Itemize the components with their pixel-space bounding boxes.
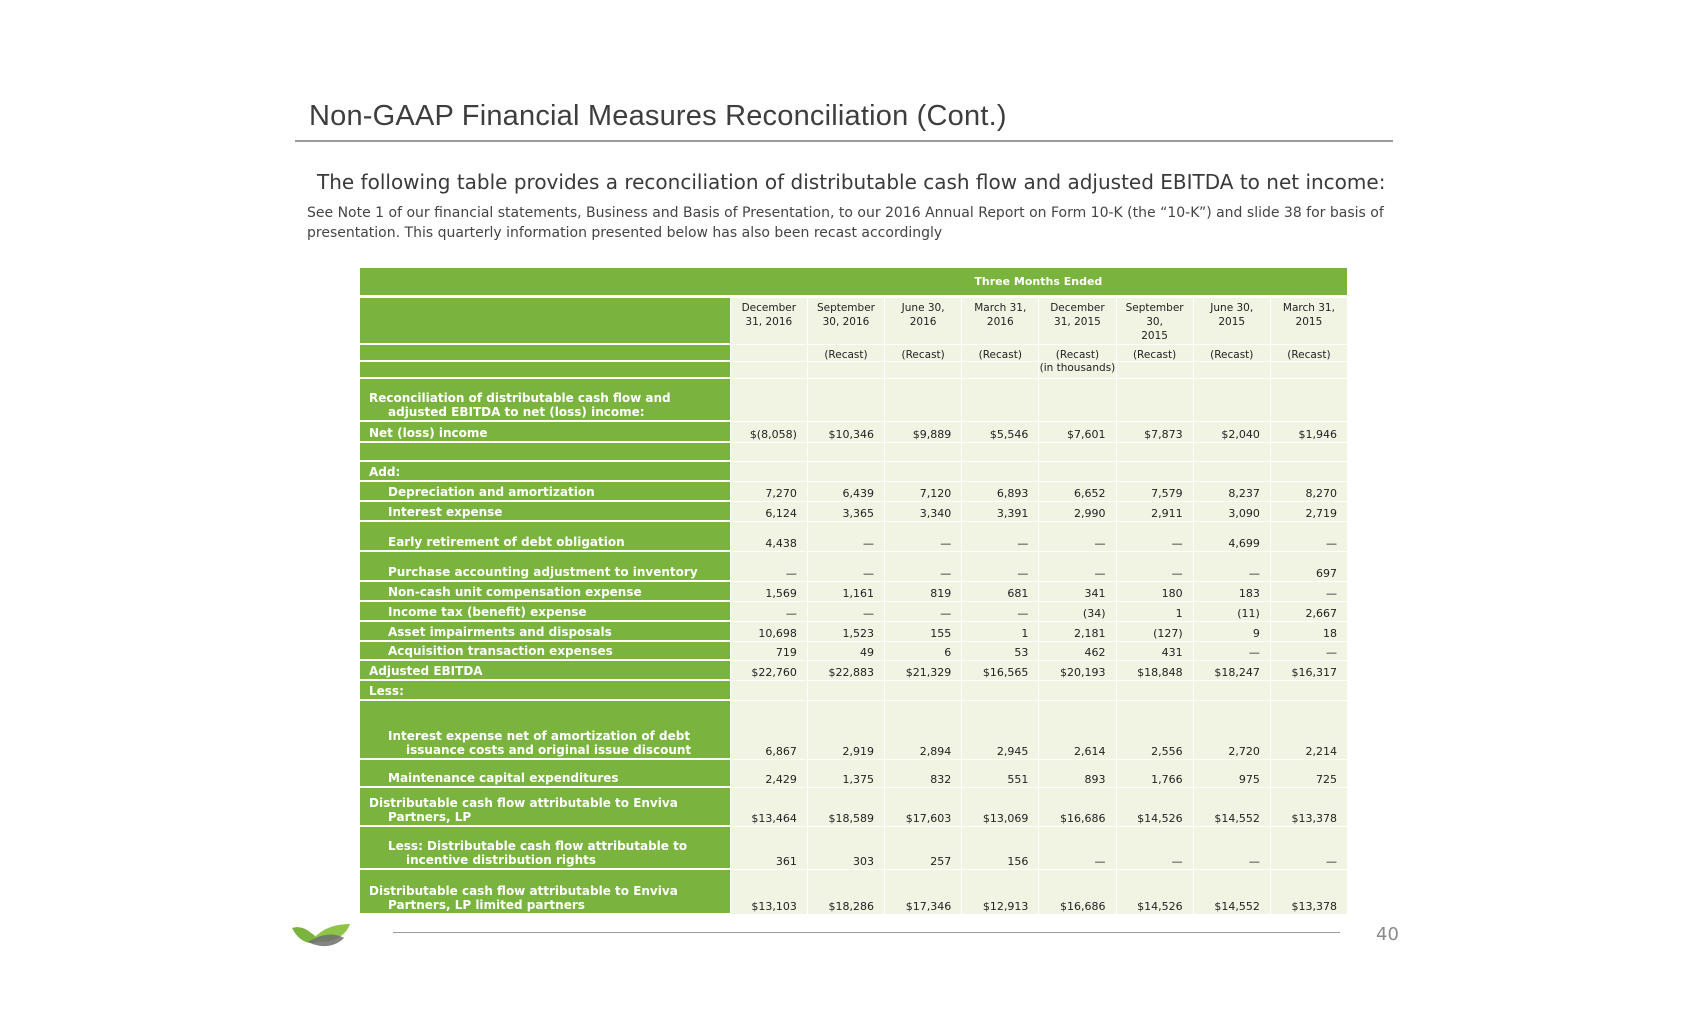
recast-row [360, 345, 1347, 362]
column-header-line2: 31, 2015 [1054, 316, 1101, 328]
column-header [961, 298, 1038, 345]
value-cell [807, 379, 884, 422]
value-cell [1116, 462, 1193, 482]
value-cell: — [1038, 827, 1115, 870]
value-cell [1270, 462, 1347, 482]
value-cell: 975 [1193, 760, 1270, 788]
column-header-line1: September [816, 302, 875, 314]
table-row [360, 661, 1347, 681]
value-cell: — [1116, 827, 1193, 870]
unit-cell [1270, 362, 1347, 379]
value-cell: 1,569 [730, 582, 807, 602]
table-row [360, 602, 1347, 622]
table-row [360, 788, 1347, 827]
value-cell: 6,893 [961, 482, 1038, 502]
value-cell: 8,270 [1270, 482, 1347, 502]
value-cell [884, 462, 961, 482]
value-cell: — [884, 602, 961, 622]
row-label [360, 827, 730, 870]
value-cell: 2,990 [1038, 502, 1115, 522]
value-cell: 257 [884, 827, 961, 870]
value-cell [1270, 443, 1347, 462]
table-row [360, 422, 1347, 443]
value-cell [730, 443, 807, 462]
unit-cell [1193, 362, 1270, 379]
row-label [360, 462, 730, 482]
row-label-line2: Partners, LP [388, 810, 472, 824]
value-cell: 2,214 [1270, 701, 1347, 760]
table-row [360, 701, 1347, 760]
row-label [360, 482, 730, 502]
table-row [360, 552, 1347, 582]
column-header [807, 298, 884, 345]
column-header [884, 298, 961, 345]
value-cell [807, 462, 884, 482]
value-cell [961, 681, 1038, 701]
table-row [360, 870, 1347, 915]
value-cell: 6,124 [730, 502, 807, 522]
value-cell: $10,346 [807, 422, 884, 443]
table-intro: The following table provides a reconciliation of distributable cash flow and adjusted EBITDA to net income: [317, 170, 1386, 194]
row-label [360, 422, 730, 443]
column-header-line1: September 30, [1125, 302, 1184, 328]
column-header-line2: 2015 [1218, 316, 1246, 328]
value-cell: 893 [1038, 760, 1115, 788]
value-cell: $16,686 [1038, 788, 1115, 827]
value-cell: 7,120 [884, 482, 961, 502]
row-label-line1: Net (loss) income [369, 426, 488, 440]
footer-divider [393, 932, 1340, 933]
value-cell: 2,429 [730, 760, 807, 788]
row-label-line1: Distributable cash flow attributable to Enviva [369, 884, 678, 898]
value-cell: — [961, 552, 1038, 582]
table-row [360, 827, 1347, 870]
value-cell: — [1270, 642, 1347, 661]
enviva-leaf-logo-icon [290, 918, 352, 952]
value-cell: $18,848 [1116, 661, 1193, 681]
value-cell: $16,686 [1038, 870, 1115, 915]
column-header [1193, 298, 1270, 345]
row-label-line2: incentive distribution rights [406, 853, 597, 867]
table-row [360, 443, 1347, 462]
value-cell [1193, 379, 1270, 422]
value-cell: 1 [961, 622, 1038, 642]
table-row [360, 522, 1347, 552]
row-label-line1: Non-cash unit compensation expense [388, 585, 642, 599]
value-cell: — [730, 552, 807, 582]
row-label-line1: Depreciation and amortization [388, 485, 595, 499]
value-cell: — [807, 552, 884, 582]
table-row [360, 642, 1347, 661]
value-cell: 183 [1193, 582, 1270, 602]
row-label [360, 443, 730, 462]
column-header-line1: December [1050, 302, 1105, 314]
value-cell: $13,103 [730, 870, 807, 915]
value-cell: 7,579 [1116, 482, 1193, 502]
value-cell: $14,552 [1193, 788, 1270, 827]
value-cell: — [884, 552, 961, 582]
table-row [360, 379, 1347, 422]
column-header [1270, 298, 1347, 345]
value-cell: $18,589 [807, 788, 884, 827]
column-header-line2: 2015 [1141, 330, 1168, 342]
value-cell [730, 681, 807, 701]
value-cell: 303 [807, 827, 884, 870]
value-cell: $13,464 [730, 788, 807, 827]
value-cell: 697 [1270, 552, 1347, 582]
table-row [360, 462, 1347, 482]
value-cell: $7,601 [1038, 422, 1115, 443]
value-cell: 49 [807, 642, 884, 661]
column-header [730, 298, 807, 345]
recast-tag: (Recast) [1116, 345, 1193, 362]
value-cell: 2,894 [884, 701, 961, 760]
value-cell: $22,883 [807, 661, 884, 681]
value-cell: $5,546 [961, 422, 1038, 443]
value-cell: 719 [730, 642, 807, 661]
value-cell: 819 [884, 582, 961, 602]
row-label [360, 701, 730, 760]
row-label [360, 788, 730, 827]
value-cell: 2,919 [807, 701, 884, 760]
value-cell [1038, 379, 1115, 422]
column-header-line2: 30, 2016 [822, 316, 870, 328]
value-cell: — [961, 522, 1038, 552]
title-divider [295, 140, 1393, 142]
row-label-line1: Interest expense net of amortization of debt [388, 729, 691, 743]
value-cell: 8,237 [1193, 482, 1270, 502]
value-cell: — [1038, 552, 1115, 582]
value-cell [884, 379, 961, 422]
value-cell: 3,365 [807, 502, 884, 522]
column-header-line1: June 30, [901, 302, 945, 314]
value-cell: 6,867 [730, 701, 807, 760]
table-row [360, 622, 1347, 642]
value-cell: 1,523 [807, 622, 884, 642]
recast-label-blank [360, 345, 730, 362]
recast-tag: (Recast) [1270, 345, 1347, 362]
value-cell: $13,069 [961, 788, 1038, 827]
value-cell: $21,329 [884, 661, 961, 681]
page-title: Non-GAAP Financial Measures Reconciliation (Cont.) [309, 100, 1007, 132]
value-cell: — [807, 522, 884, 552]
value-cell [807, 681, 884, 701]
table-row [360, 760, 1347, 788]
value-cell [1038, 462, 1115, 482]
value-cell: 2,614 [1038, 701, 1115, 760]
value-cell: (34) [1038, 602, 1115, 622]
row-label-line2: Partners, LP limited partners [388, 898, 585, 912]
recast-tag: (Recast) [884, 345, 961, 362]
reconciliation-table [360, 268, 1347, 915]
value-cell [1116, 681, 1193, 701]
value-cell: 6 [884, 642, 961, 661]
value-cell: $14,526 [1116, 870, 1193, 915]
header-blank [360, 268, 730, 298]
column-header-line1: March 31, [1282, 302, 1335, 314]
value-cell [1193, 681, 1270, 701]
value-cell: 551 [961, 760, 1038, 788]
value-cell: 9 [1193, 622, 1270, 642]
unit-cell [807, 362, 884, 379]
value-cell: $17,603 [884, 788, 961, 827]
value-cell: 3,391 [961, 502, 1038, 522]
value-cell [1116, 443, 1193, 462]
row-label-line1: Less: [369, 684, 404, 698]
value-cell: 6,652 [1038, 482, 1115, 502]
value-cell: 10,698 [730, 622, 807, 642]
table-row [360, 502, 1347, 522]
unit-cell: (in thousands) [1038, 362, 1115, 379]
group-header: Three Months Ended [730, 268, 1347, 298]
value-cell: 341 [1038, 582, 1115, 602]
value-cell: $(8,058) [730, 422, 807, 443]
value-cell: 725 [1270, 760, 1347, 788]
recast-tag: (Recast) [1193, 345, 1270, 362]
value-cell [884, 443, 961, 462]
value-cell: — [1193, 552, 1270, 582]
row-label [360, 870, 730, 915]
row-label-line1: Purchase accounting adjustment to inventory [388, 565, 698, 579]
unit-cell [884, 362, 961, 379]
value-cell: — [1116, 552, 1193, 582]
value-cell: 1 [1116, 602, 1193, 622]
value-cell [1116, 379, 1193, 422]
value-cell: 2,945 [961, 701, 1038, 760]
row-label [360, 602, 730, 622]
value-cell [1193, 443, 1270, 462]
row-label [360, 502, 730, 522]
value-cell: $2,040 [1193, 422, 1270, 443]
column-header [1038, 298, 1115, 345]
table-row [360, 482, 1347, 502]
value-cell [1270, 379, 1347, 422]
value-cell: 4,699 [1193, 522, 1270, 552]
value-cell: $17,346 [884, 870, 961, 915]
row-label [360, 622, 730, 642]
value-cell: — [1193, 827, 1270, 870]
row-label-line1: Adjusted EBITDA [369, 664, 483, 678]
value-cell: 1,375 [807, 760, 884, 788]
value-cell: 681 [961, 582, 1038, 602]
value-cell: 832 [884, 760, 961, 788]
value-cell: 2,720 [1193, 701, 1270, 760]
value-cell [1038, 443, 1115, 462]
value-cell: 6,439 [807, 482, 884, 502]
row-label [360, 661, 730, 681]
value-cell [730, 462, 807, 482]
row-label-line1: Add: [369, 465, 401, 479]
row-label-line1: Interest expense [388, 505, 503, 519]
value-cell: 180 [1116, 582, 1193, 602]
recast-tag: (Recast) [1038, 345, 1115, 362]
value-cell: 156 [961, 827, 1038, 870]
value-cell: — [961, 602, 1038, 622]
column-header [1116, 298, 1193, 345]
column-header-line1: December [741, 302, 797, 314]
column-header-line1: June 30, [1210, 302, 1254, 314]
row-label-line2: issuance costs and original issue discount [406, 743, 692, 757]
recast-tag: (Recast) [961, 345, 1038, 362]
row-label-line1: Acquisition transaction expenses [388, 644, 613, 658]
row-label [360, 552, 730, 582]
value-cell [1038, 681, 1115, 701]
column-header-line1: March 31, [974, 302, 1027, 314]
table-row [360, 681, 1347, 701]
value-cell: — [1270, 582, 1347, 602]
value-cell: 3,090 [1193, 502, 1270, 522]
value-cell: $1,946 [1270, 422, 1347, 443]
unit-label-blank [360, 362, 730, 379]
value-cell: $18,247 [1193, 661, 1270, 681]
value-cell: $16,565 [961, 661, 1038, 681]
row-label-line1: Income tax (benefit) expense [388, 605, 587, 619]
unit-cell [961, 362, 1038, 379]
value-cell: 2,667 [1270, 602, 1347, 622]
value-cell [961, 443, 1038, 462]
value-cell: 18 [1270, 622, 1347, 642]
page-number: 40 [1376, 924, 1399, 945]
column-header-row [360, 298, 1347, 345]
column-header-line2: 2016 [909, 316, 937, 328]
value-cell: — [1270, 522, 1347, 552]
recast-tag [730, 345, 807, 362]
value-cell: 431 [1116, 642, 1193, 661]
value-cell: $13,378 [1270, 788, 1347, 827]
value-cell: 3,340 [884, 502, 961, 522]
row-label [360, 379, 730, 422]
unit-row [360, 362, 1347, 379]
value-cell: 2,719 [1270, 502, 1347, 522]
value-cell [961, 379, 1038, 422]
row-label [360, 582, 730, 602]
value-cell: $22,760 [730, 661, 807, 681]
value-cell [961, 462, 1038, 482]
row-label [360, 760, 730, 788]
table-row [360, 582, 1347, 602]
value-cell: — [1193, 642, 1270, 661]
value-cell: 361 [730, 827, 807, 870]
unit-cell [730, 362, 807, 379]
value-cell: $9,889 [884, 422, 961, 443]
value-cell: — [884, 522, 961, 552]
header-label-blank [360, 298, 730, 345]
value-cell [884, 681, 961, 701]
value-cell: 1,766 [1116, 760, 1193, 788]
value-cell [1193, 462, 1270, 482]
value-cell: (127) [1116, 622, 1193, 642]
value-cell: 53 [961, 642, 1038, 661]
row-label [360, 642, 730, 661]
row-label-line1: Less: Distributable cash flow attributable to [388, 839, 688, 853]
value-cell: 2,911 [1116, 502, 1193, 522]
value-cell [1270, 681, 1347, 701]
value-cell: — [730, 602, 807, 622]
row-label-line1: Asset impairments and disposals [388, 625, 612, 639]
column-header-line2: 2015 [1295, 316, 1323, 328]
value-cell: $14,526 [1116, 788, 1193, 827]
row-label-line2: adjusted EBITDA to net (loss) income: [388, 405, 645, 419]
row-label [360, 522, 730, 552]
value-cell: $20,193 [1038, 661, 1115, 681]
value-cell: 155 [884, 622, 961, 642]
value-cell: $13,378 [1270, 870, 1347, 915]
value-cell: — [1270, 827, 1347, 870]
value-cell [807, 443, 884, 462]
value-cell: $16,317 [1270, 661, 1347, 681]
value-cell: 4,438 [730, 522, 807, 552]
presentation-note: See Note 1 of our financial statements, Business and Basis of Presentation, to our 2016 Annual Report on Form 10-K (the “10-K”) and slide 38 for basis of presentation. This quarterly information presented below has also been recast accordingly [307, 205, 1384, 241]
column-header-line2: 2016 [986, 316, 1014, 328]
recast-tag: (Recast) [807, 345, 884, 362]
row-label [360, 681, 730, 701]
value-cell: 462 [1038, 642, 1115, 661]
unit-cell [1116, 362, 1193, 379]
value-cell: (11) [1193, 602, 1270, 622]
value-cell: $14,552 [1193, 870, 1270, 915]
row-label-line1: Distributable cash flow attributable to Enviva [369, 796, 678, 810]
column-header-line2: 31, 2016 [745, 316, 793, 328]
value-cell: $12,913 [961, 870, 1038, 915]
value-cell: 2,181 [1038, 622, 1115, 642]
value-cell: 1,161 [807, 582, 884, 602]
value-cell: $7,873 [1116, 422, 1193, 443]
row-label-line1: Maintenance capital expenditures [388, 771, 619, 785]
value-cell: 7,270 [730, 482, 807, 502]
row-label-line1: Reconciliation of distributable cash flow and [369, 391, 671, 405]
value-cell: 2,556 [1116, 701, 1193, 760]
value-cell: — [807, 602, 884, 622]
value-cell [730, 379, 807, 422]
value-cell: — [1116, 522, 1193, 552]
value-cell: — [1038, 522, 1115, 552]
reconciliation-table-wrap [360, 268, 1347, 915]
row-label-line1: Early retirement of debt obligation [388, 535, 625, 549]
value-cell: $18,286 [807, 870, 884, 915]
